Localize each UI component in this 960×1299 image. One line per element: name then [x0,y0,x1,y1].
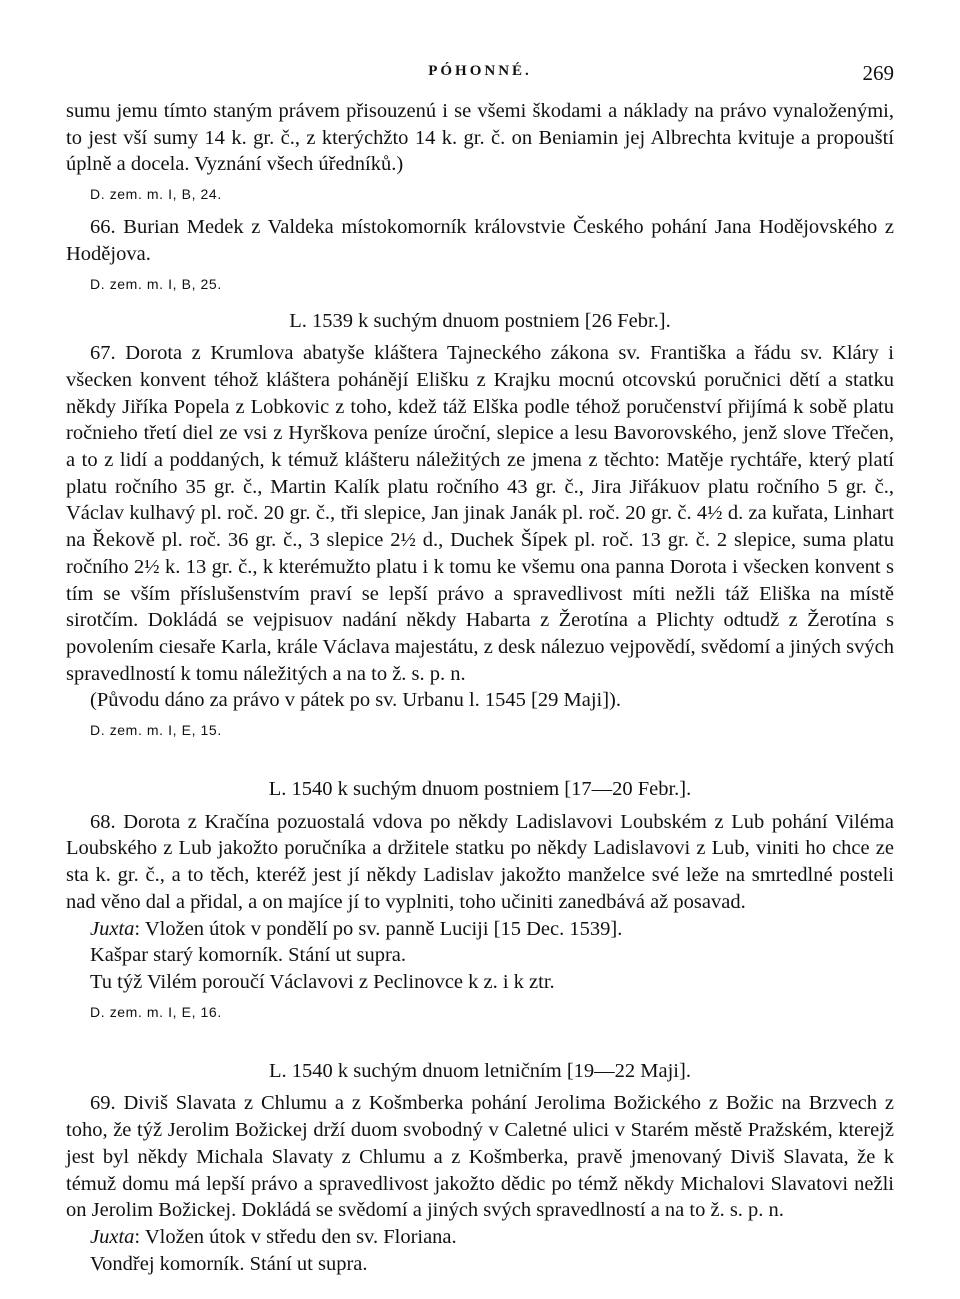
source-citation: D. zem. m. I, E, 16. [90,1003,222,1020]
juxta-label: Juxta [90,917,135,940]
juxta-line [66,916,894,943]
entry-66: 66. Burian Medek z Valdeka místokomorník královstvie Českého pohání Jana Hodějovského z Hodějova. [66,216,894,265]
entry-67: 67. Dorota z Krumlova abatyše kláštera Tajneckého zákona sv. Františka a řádu sv. Kláry i všecken konvent téhož kláštera pohánějí Elišku z Krajku mocnú otcovskú poručnici dětí a statku někdy Jiříka Popela z Lobkovic z toho, kdež táž Elška podle téhož poručenství přijímá k sobě platu ročnieho třetí diel ze vsi z Hyrškova peníze úroční, slepice a lesu Bavorovského, jenž slove Třečen, a to z lidí a poddaných, k témuž klášteru náležitých ze jmena z těchto: Matěje rychtáře, který platí platu ročního 35 gr. č., Martin Kalík platu ročního 43 gr. č., Jira Jiřákuov platu ročního 5 gr. č., Václav kulhavý pl. roč. 20 gr. č., tři slepice, Jan jinak Janák pl. roč. 20 gr. č. 4½ d. za kuřata, Linhart na Řekově pl. roč. 36 gr. č., 3 slepice 2½ d., Duchek Šípek pl. roč. 13 gr. č. 2 slepice, suma platu ročního 2½ k. 13 gr. č., k kterémužto platu i k tomu ke všemu ona panna Dorota i všecken konvent s tím se vším příslušenstvím praví se lepší právo a spravedlivost míti nežli táž Eliška na místě sirotčím. Dokládá se vejpisuov nadání někdy Habarta z Žerotína a Plichty odtudž z Žerotína s povolením ciesaře Karla, krále Václava majestátu, z desk nálezuo vejpovědí, svědomí a jiných svých spravedlností k tomu náležitých a na to ž. s. p. n. [66,342,894,685]
page-header [66,58,894,88]
court-officer-line: Kašpar starý komorník. Stání ut supra. [90,944,406,967]
court-officer-line: Vondřej komorník. Stání ut supra. [90,1252,368,1275]
juxta-label: Juxta [90,1225,135,1248]
section-heading: L. 1540 k suchým dnuom letničním [19—22 Maji]. [269,1059,691,1082]
section-heading: L. 1539 k suchým dnuom postniem [26 Febr.]. [289,309,671,332]
entry-69: 69. Diviš Slavata z Chlumu a z Košmberka pohání Jerolima Božického z Božic na Brzvech z toho, že týž Jerolim Božickej drží duom svobodný v Caletné ulici v Starém městě Pražském, kterejž jest byl někdy Michala Slavaty z Chlumu a z Košmberka, pravě jmenovaný Diviš Slavata, že k témuž domu má lepší právo a spravedlivost jakožto dědic po témž někdy Michalovi Slavatovi nežli on Jerolim Božickej. Dokládá se svědomí a jiných svých spravedlností a na to ž. s. p. n. [66,1092,894,1222]
entry-68: 68. Dorota z Kračína pozuostalá vdova po někdy Ladislavovi Loubském z Lub pohání Viléma Loubského z Lub jakožto poručníka a držitele statku po někdy Ladislavovi z Lub, viniti ho chce ze sta k. gr. č., a to těch, kteréž jest jí někdy Ladislav jakožto manželce své leže na smrtedlné posteli nad věno dal a přidal, a on majíce jí to vyplniti, toho učiniti zanedbává až posavad. [66,810,894,913]
representation-line: Tu týž Vilém poroučí Václavovi z Peclinovce k z. i k ztr. [90,970,555,993]
juxta-text: : Vložen útok v pondělí po sv. panně Luciji [15 Dec. 1539]. [134,917,623,940]
juxta-line [66,1224,894,1251]
juxta-text: : Vložen útok v středu den sv. Floriana. [134,1225,457,1248]
source-citation: D. zem. m. I, B, 24. [90,186,222,203]
page-number: 269 [862,61,894,85]
section-heading: L. 1540 k suchým dnuom postniem [17—20 Febr.]. [268,778,692,801]
source-citation: D. zem. m. I, B, 25. [90,275,222,292]
source-citation: D. zem. m. I, E, 15. [90,722,222,739]
paragraph-continuation: sumu jemu tímto staným právem přisouzenú i se všemi škodami a náklady na právo vynaloženými, to jest vší sumy 14 k. gr. č., z kterýchžto 14 k. gr. č. on Beniamin jej Albrechta kvituje a propouští úplně a docela. Vyznání všech úředníků.) [66,100,894,176]
entry-67-note: (Původu dáno za právo v pátek po sv. Urbanu l. 1545 [29 Maji]). [90,689,621,712]
running-title: PÓHONNÉ. [428,63,532,79]
